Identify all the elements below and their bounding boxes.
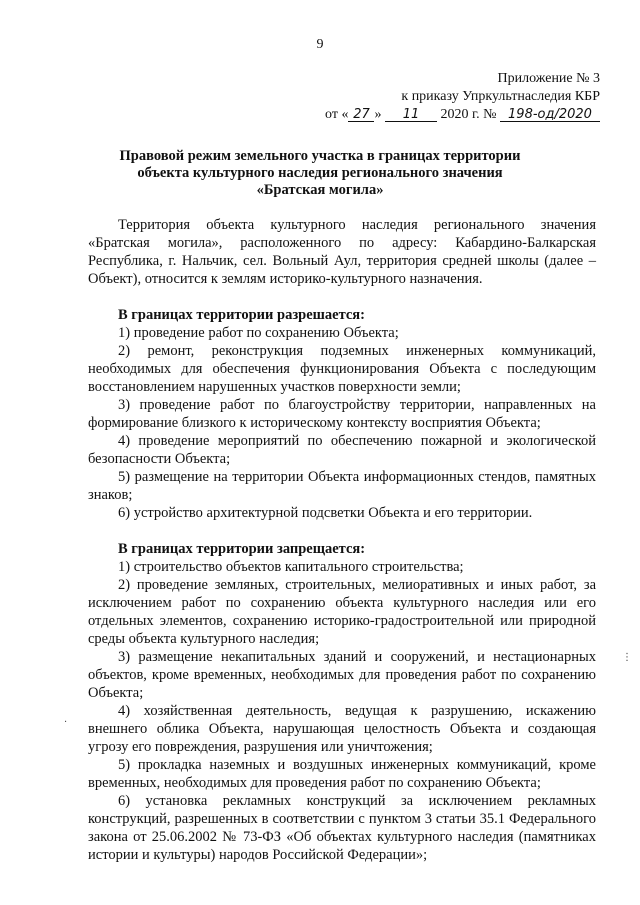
forbidden-item: 3) размещение некапитальных зданий и сооружений, и нестационарных объектов, кроме временных, необходимых для проведения работ по сохранению Объекта; — [88, 649, 596, 701]
date-year: 2020 г. № — [440, 107, 497, 122]
appendix-title: Приложение № 3 — [497, 71, 600, 86]
document-body — [88, 216, 596, 864]
title-line-3: «Братская могила» — [256, 182, 384, 198]
appendix-order-ref: к приказу Упркультнаследия КБР — [401, 89, 600, 104]
appendix-header — [325, 70, 600, 124]
appendix-date-line — [325, 106, 600, 124]
allowed-item: 1) проведение работ по сохранению Объекта; — [118, 325, 399, 341]
allowed-item: 5) размещение на территории Объекта информационных стендов, памятных знаков; — [88, 469, 596, 503]
page-number: 9 — [316, 37, 324, 52]
date-close-quote: » — [374, 107, 382, 122]
forbidden-item: 4) хозяйственная деятельность, ведущая к разрушению, искажению внешнего облика Объекта, нарушающая целостность Объекта и создающая угрозу его повреждения, разрушения или уничтожения; — [88, 703, 596, 755]
handwritten-month: 11 — [385, 108, 437, 122]
forbidden-item: 5) прокладка наземных и воздушных инженерных коммуникаций, кроме временных, необходимых для проведения работ по сохранению Объекта; — [88, 757, 596, 791]
forbidden-item: 2) проведение земляных, строительных, мелиоративных и иных работ, за исключением работ по сохранению объекта культурного наследия или его отдельных элементов, сохранению историко-градостроительной или природной среды объекта культурного наследия; — [88, 577, 596, 647]
handwritten-order-number: 198-од/2020 — [500, 108, 600, 122]
allowed-item: 4) проведение мероприятий по обеспечению пожарной и экологической безопасности Объекта; — [88, 433, 596, 467]
scan-margin-mark: ⋮ — [622, 652, 632, 663]
title-line-2: объекта культурного наследия регионального значения — [137, 165, 503, 181]
allowed-heading: В границах территории разрешается: — [118, 307, 365, 323]
allowed-item: 3) проведение работ по благоустройству территории, направленных на формирование близкого к историческому контексту восприятия Объекта; — [88, 397, 596, 431]
handwritten-day: 27 — [348, 108, 374, 122]
title-line-1: Правовой режим земельного участка в границах территории — [119, 148, 521, 164]
allowed-item: 6) устройство архитектурной подсветки Объекта и его территории. — [118, 505, 533, 521]
allowed-item: 2) ремонт, реконструкция подземных инженерных коммуникаций, необходимых для обеспечения функционирования Объекта с последующим восстановлением нарушенных участков поверхности земли; — [88, 343, 596, 395]
forbidden-item: 1) строительство объектов капитального строительства; — [118, 559, 464, 575]
date-prefix: от « — [325, 107, 349, 122]
scan-margin-dot: · — [64, 717, 68, 728]
forbidden-item: 6) установка рекламных конструкций за исключением рекламных конструкций, разрешенных в соответствии с пунктом 3 статьи 35.1 Федерального закона от 25.06.2002 № 73-ФЗ «Об объектах культурного наследия (памятниках истории и культуры) народов Российской Федерации»; — [88, 793, 596, 863]
forbidden-heading: В границах территории запрещается: — [118, 541, 366, 557]
intro-paragraph: Территория объекта культурного наследия регионального значения «Братская могила», расположенного по адресу: Кабардино-Балкарская Республика, г. Нальчик, сел. Вольный Аул, территория средней школы (далее – Объект), относится к землям историко-культурного назначения. — [88, 217, 596, 287]
document-title — [0, 148, 640, 199]
